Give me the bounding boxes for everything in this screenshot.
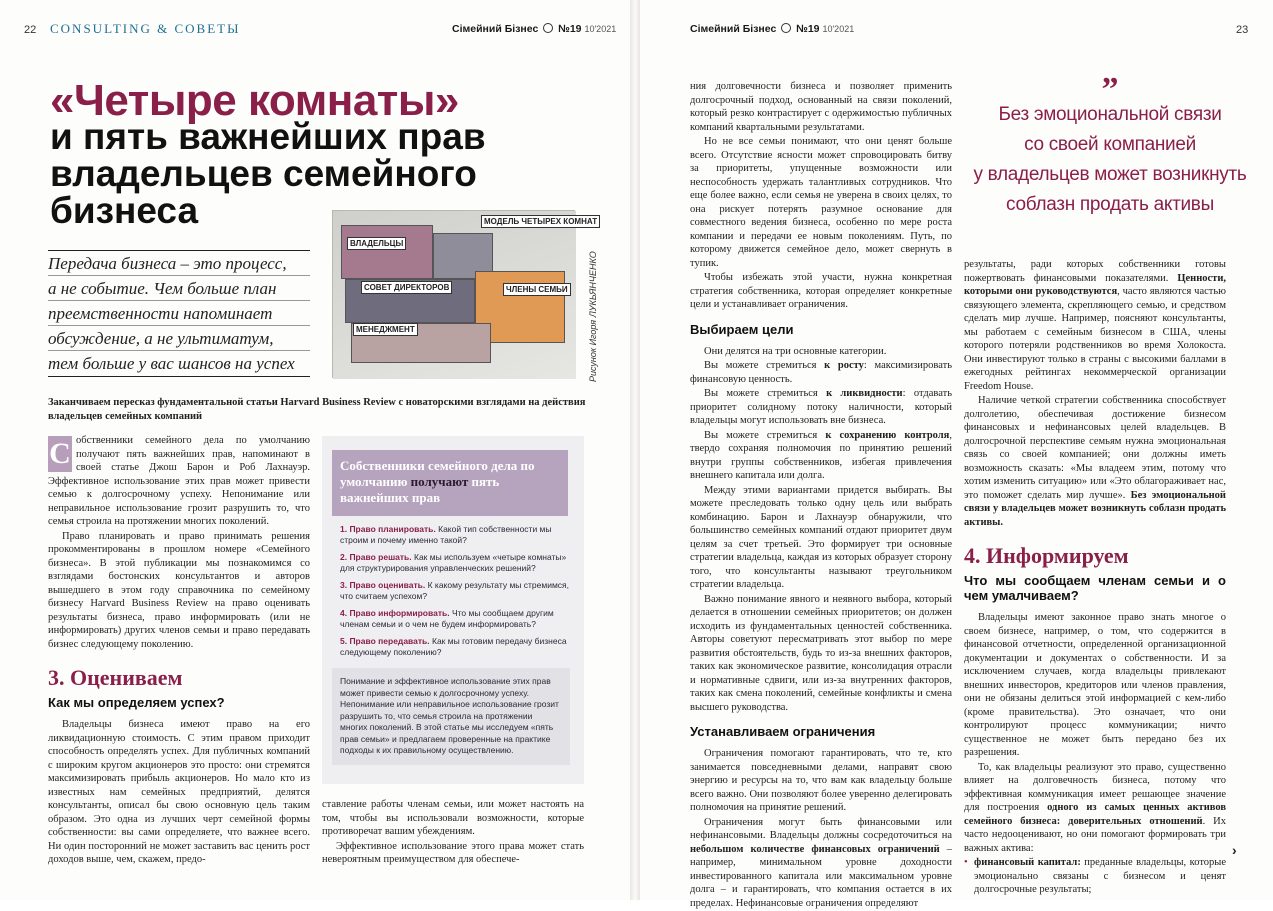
left-column-1 <box>48 434 310 868</box>
body-paragraph: Владельцы имеют законное право знать многое о своем бизнесе, например, о том, что содержится в финансовой отчетности, определенной организационной документации и документах о собственности. И за исключением случаев, когда владельцы привлекают внешних инвесторов, кредиторов или членов правления, они не обязаны делиться этой информацией с кем-либо (кроме правительства). Это означает, что они контролируют процесс коммуникации; ничто существенное не может быть передано без их разрешения. <box>964 612 1226 758</box>
room-label-board: СОВЕТ ДИРЕКТОРОВ <box>361 281 452 294</box>
body-paragraph: ставление работы членам семьи, или может настоять на том, чтобы вы использовали возможности, которые противоречат вашим убеждениям. <box>322 799 584 837</box>
lead-line: тем больше у вас шансов на успех <box>48 354 295 373</box>
list-item: 3. Право оценивать. К какому результату мы стремимся, что считаем успехом? <box>340 580 570 601</box>
body-paragraph: Вы можете стремиться к ликвидности: отдавать приоритет солидному потоку наличности, который владельцы могут использовать вне бизнеса. <box>690 388 952 426</box>
body-paragraph: С обственники семейного дела по умолчанию получают пять важнейших прав, напоминают в своей статье Джош Барон и Роб Лахнауэр. Эффективное использование этих прав может привести семью к долгосрочному успеху. Непонимание или неправильное использование грозит разрушить то, что семья строила на протяжении многих поколений. <box>48 435 310 527</box>
pull-quote <box>960 71 1260 220</box>
section-heading-evaluate: 3. Оцениваем <box>48 665 183 690</box>
article-title-quote: «Четыре комнаты» <box>50 76 459 125</box>
body-paragraph: То, как владельцы реализуют это право, существенно влияет на долговечность бизнеса, потому что эффективная коммуникация имеет решающее значение для построения одного из самых ценных активов семейного бизнеса: доверительных отношений. Их часто недооценивают, но они помогают формировать три важных актива: <box>964 761 1227 854</box>
section-tag: CONSULTING & СОВЕТЫ <box>50 21 241 36</box>
page-number: 23 <box>1236 24 1249 36</box>
list-item: 2. Право решать. Как мы используем «четыре комнаты» для структурирования управленческих решений? <box>340 552 567 573</box>
section-subheading: Как мы определяем успех? <box>48 695 225 710</box>
page-number: 22 <box>24 24 37 36</box>
lead-line: обсуждение, а не ультиматум, <box>48 326 310 351</box>
body-paragraph: ния долговечности бизнеса и позволяет применить долгосрочный подход, основанный на связи поколений, который резко контрастирует с одержимостью публичных компаний квартальными результатами. <box>690 81 952 133</box>
quote-line: Без эмоциональной связи <box>998 104 1222 125</box>
body-paragraph: Они делятся на три основные категории. <box>704 345 887 357</box>
quote-line: у владельцев может возникнуть <box>973 164 1247 185</box>
issue-date: 10'2021 <box>822 24 855 34</box>
brand-logo-icon <box>543 23 553 33</box>
quote-mark-icon: ” <box>1101 71 1119 108</box>
body-paragraph: Ограничения помогают гарантировать, что те, кто занимается повседневными делами, направят свою энергию и ресурсы на то, что вам как владельцу больше всего важно. Они позволяют более уверенно делегировать полномочия на принятие решений. <box>690 748 952 813</box>
left-page <box>0 0 630 900</box>
quote-line: соблазн продать активы <box>1006 194 1214 215</box>
body-paragraph: Важно понимание явного и неявного выбора, который делается в отношении семейных приоритетов; он должен исходить из фундаментальных ценностей собственника. Авторы советуют пересматривать этот выбор по мере развития обстоятельств, будь то из-за внешних факторов, таких как экономическое развитие, консолидация отрасли и нормативные сдвиги, или из-за внутренних факторов, таких как смена поколений, семейные конфликты и смена высшего руководства. <box>690 593 952 713</box>
left-column-2 <box>322 798 584 868</box>
lead-line: Передача бизнеса – это процесс, <box>48 251 310 276</box>
subheading-limits: Устанавливаем ограничения <box>690 724 876 739</box>
article-title: и пять важнейших прав владельцев семейного бизнеса <box>50 116 486 231</box>
right-column-2 <box>964 258 1226 898</box>
intro-text: Заканчиваем пересказ фундаментальной статьи Harvard Business Review с новаторскими взглядами на действия владельцев семейных компаний <box>48 397 586 422</box>
brand-logo-icon <box>781 23 791 33</box>
lead-line: преемственности напоминает <box>48 301 310 326</box>
right-page <box>640 0 1273 909</box>
running-head <box>690 23 854 35</box>
rights-sidebar <box>322 436 584 784</box>
right-column-1 <box>690 80 952 911</box>
room-label-family: ЧЛЕНЫ СЕМЬИ <box>503 283 571 296</box>
body-paragraph: Между этими вариантами придется выбирать. Вы можете преследовать только одну цель или выбрать комбинацию. Барон и Лахнауэр обнаружили, что большинство семейных компаний отдают приоритет двум целям за счет третьей. Это формирует три основные стратегии владельца, каждая из которых образует сторону того, что консультанты называют треугольником стратегии владельца. <box>690 484 952 590</box>
next-page-arrow-icon[interactable]: › <box>1232 842 1237 858</box>
body-paragraph: Чтобы избежать этой участи, нужна конкретная стратегия собственника, которая определяет конкретные цели и устанавливает ограничения. <box>690 272 952 310</box>
issue-number: №19 <box>796 23 820 35</box>
body-paragraph: Владельцы бизнеса имеют право на его ликвидационную стоимость. С этим правом приходит способность определять успех. Для публичных компаний с широким кругом акционеров это просто: они стремятся максимизировать прибыль акционеров. Но мало кто из известных нам семейных предприятий, делятся консультанты, описал бы свою основную цель таким образом. Это одна из лучших черт семейной формы собственности: вы сами определяете, что важнее всего. Ни один посторонний не может заставить вас ценить рост доходов выше, чем, скажем, предо- <box>48 719 310 865</box>
body-paragraph: Вы можете стремиться к росту: максимизировать финансовую ценность. <box>690 360 952 385</box>
lead-paragraph <box>48 250 310 377</box>
list-item: 5. Право передавать. Как мы готовим передачу бизнеса следующему поколению? <box>340 636 567 657</box>
body-paragraph: Эффективное использование этого права может стать невероятным преимуществом для обеспече- <box>322 840 584 865</box>
room-owners <box>341 225 433 279</box>
body-paragraph: результаты, ради которых собственники готовы пожертвовать финансовыми показателями. Ценности, которыми они руководствуются, часто являются частью связующего элемента, скрепляющего семью, и средством сделать мир лучше. Например, поясняют консультанты, мы работаем с семейным бизнесом в США, члены которого потеряли родственников во время Холокоста. Они инвестируют только в страны с высокими баллами в ежегодных рейтингах некоммерческой организации Freedom House. <box>964 259 1226 392</box>
rights-list <box>340 524 570 658</box>
illustration-credit <box>588 222 602 382</box>
illustration-heading: МОДЕЛЬ ЧЕТЫРЕХ КОМНАТ <box>481 215 600 228</box>
body-paragraph: Вы можете стремиться к сохранению контроля, твердо сохраняя полномочия по принятию решений внутри группы собственников, избегая привлечения внешнего капитала или долга. <box>690 429 952 481</box>
spine-gutter <box>630 0 640 900</box>
subheading-goals: Выбираем цели <box>690 321 794 337</box>
section-heading-inform: 4. Информируем <box>964 543 1129 568</box>
drop-cap: С <box>49 437 71 470</box>
running-head <box>452 23 616 35</box>
room-label-owners: ВЛАДЕЛЬЦЫ <box>347 237 406 250</box>
brand-name: Сімейний Бізнес <box>452 23 539 35</box>
room-label-management: МЕНЕДЖМЕНТ <box>353 323 418 336</box>
quote-line: со своей компанией <box>1024 134 1196 155</box>
list-item: 1. Право планировать. Какой тип собственности мы строим и почему именно такой? <box>340 524 552 545</box>
credit-text: Рисунок Игоря ЛУКЬЯНЧЕНКО <box>588 251 598 382</box>
brand-name: Сімейний Бізнес <box>690 23 777 35</box>
list-item: 4. Право информировать. Что мы сообщаем другим членам семьи и о чем не будем информировать? <box>340 608 554 629</box>
section-subheading: Что мы сообщаем членам семьи и о чем умалчиваем? <box>964 573 1226 603</box>
body-paragraph: Наличие четкой стратегии собственника способствует долголетию, обеспечивая достижение бизнесом финансовых и нефинансовых целей владельцев. В долгосрочной перспективе семьям нужна эмоциональная связь со своей компанией; они должны иметь возможность сказать: «Мы владеем этим, потому что хотим изменить ситуацию» или «Это облагораживает нас, это поможет сделать мир лучше». Без эмоциональной связи у владельцев может возникнуть соблазн продать активы. <box>964 395 1226 528</box>
body-paragraph: Право планировать и право принимать решения прокомментированы в прошлом номере «Семейного бизнеса». В этой публикации мы познакомимся со взглядами бостонских консультантов и авторов вышедшего в этом году справочника по семейному бизнесу Harvard Business Review на право оценивать результаты бизнеса, право информировать (или не информировать) других членов семьи и право передавать бизнес следующему поколению. <box>48 530 310 650</box>
issue-date: 10'2021 <box>584 24 617 34</box>
body-paragraph: Но не все семьи понимают, что они ценят больше всего. Отсутствие ясности может спровоцировать битву за приоритеты, упущенные возможности или неспособность удержать талантливых сотрудников. Что еще более важно, если семья не уверена в своих целях, то она рискует потерять разумное основание для совместного ведения бизнеса, особенно по мере роста компании и передачи ее новым поколениям. Путь, по которому движется семейное дело, может свернуть в тупик. <box>690 136 952 269</box>
sidebar-title: Собственники семейного дела по умолчанию получают пять важнейших прав <box>332 450 568 516</box>
lead-line: а не событие. Чем больше план <box>48 276 310 301</box>
sidebar-note: Понимание и эффективное использование этих прав может привести семью к долгосрочному успеху. Непонимание или неправильное использование грозит разрушить то, что семья строила на протяжении многих поколений. В этой статье мы исследуем «пять прав семьи» и предлагаем проверенные на практике подходы к их правильному осуществлению. <box>332 668 570 765</box>
body-paragraph: Ограничения могут быть финансовыми или нефинансовыми. Владельцы должны сосредоточиться на небольшом количестве финансовых ограничений – например, минимальном уровне доходности инвестированного капитала или максимальном уровне долга – и гарантировать, что компания остается в их пределах. Нефинансовые ограничения определяют <box>690 816 952 909</box>
issue-number: №19 <box>558 23 582 35</box>
list-item: • финансовый капитал: преданные владельцы, которые эмоционально связаны с бизнесом и ценят долгосрочные результаты; <box>964 856 1226 897</box>
